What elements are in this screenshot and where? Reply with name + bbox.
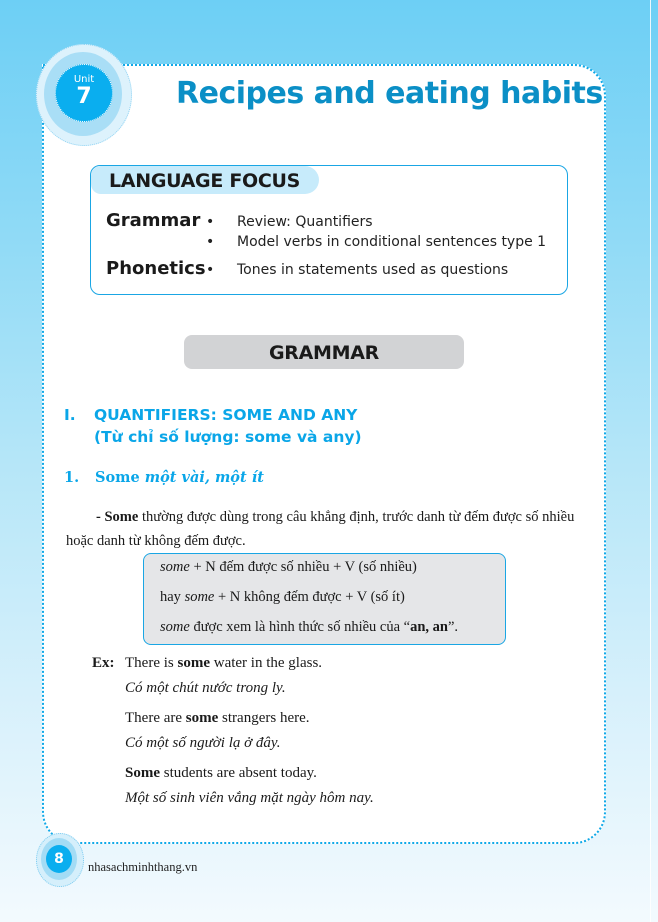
examples-label: Ex: — [92, 655, 115, 671]
example-keyword: some — [185, 710, 219, 726]
example-vi: Có một số người lạ ở đây. — [125, 735, 281, 751]
explanation-paragraph — [66, 505, 588, 553]
paragraph-text: thường được dùng trong câu khẳng định, trước danh từ đếm được số nhiều hoặc danh từ không đếm được. — [66, 509, 575, 549]
rule-line — [160, 619, 458, 636]
example-keyword: Some — [125, 765, 160, 781]
language-focus-header: LANGUAGE FOCUS — [91, 166, 319, 194]
footer-website: nhasachminhthang.vn — [88, 860, 198, 874]
focus-item-text: Model verbs in conditional sentences type 1 — [237, 234, 547, 250]
example-en — [125, 765, 317, 782]
rule-line — [160, 589, 405, 606]
focus-item — [206, 214, 373, 230]
page-edge-line — [650, 0, 651, 922]
bullet-icon: • — [206, 214, 215, 230]
example-vi: Một số sinh viên vắng mặt ngày hôm nay. — [125, 790, 374, 806]
focus-item — [206, 262, 508, 278]
subsection-meaning: một vài, một ít — [144, 469, 264, 486]
focus-item-text: Review: Quantifiers — [237, 214, 373, 230]
rule-italic: some — [160, 619, 190, 635]
rule-pre: hay — [160, 589, 185, 605]
rule-post: được xem là hình thức số nhiều của “ — [189, 619, 411, 635]
rule-post: + N đếm được số nhiều + V (số nhiều) — [189, 559, 417, 575]
section-title-line2: (Từ chỉ số lượng: some và any) — [94, 428, 362, 446]
unit-number: 7 — [76, 84, 92, 109]
example-text: water in the glass. — [209, 655, 323, 671]
section-bar-grammar: GRAMMAR — [184, 335, 464, 369]
example-en — [125, 710, 310, 727]
rule-post: + N không đếm được + V (số ít) — [214, 589, 405, 605]
rule-bold: an, an — [410, 619, 448, 635]
page-title: Recipes and eating habits — [176, 76, 603, 111]
rule-line — [160, 559, 417, 576]
rule-italic: some — [184, 589, 215, 605]
rule-box — [143, 553, 506, 645]
paragraph-keyword: Some — [104, 509, 139, 525]
paragraph-lead: - — [96, 509, 105, 525]
rule-italic: some — [160, 559, 190, 575]
example-text: students are absent today. — [160, 765, 317, 781]
bullet-icon: • — [206, 234, 215, 250]
subsection-word: Some — [95, 469, 140, 486]
example-text: There are — [125, 710, 186, 726]
focus-item — [206, 234, 546, 250]
unit-badge — [55, 64, 113, 122]
section-number: I. — [64, 406, 76, 424]
language-focus-box — [90, 165, 568, 295]
subsection-title — [95, 469, 264, 486]
focus-category: Phonetics — [106, 258, 206, 279]
focus-category: Grammar — [106, 210, 201, 231]
example-text: There is — [125, 655, 178, 671]
focus-item-text: Tones in statements used as questions — [237, 262, 509, 278]
rule-end: ”. — [448, 619, 459, 635]
example-en — [125, 655, 322, 672]
subsection-number: 1. — [64, 469, 80, 486]
example-keyword: some — [177, 655, 210, 671]
page-number-badge: 8 — [46, 845, 72, 873]
bullet-icon: • — [206, 262, 215, 278]
section-title-line1: QUANTIFIERS: SOME AND ANY — [94, 406, 358, 424]
unit-label: Unit — [73, 74, 95, 85]
example-vi: Có một chút nước trong ly. — [125, 680, 286, 696]
example-text: strangers here. — [218, 710, 310, 726]
